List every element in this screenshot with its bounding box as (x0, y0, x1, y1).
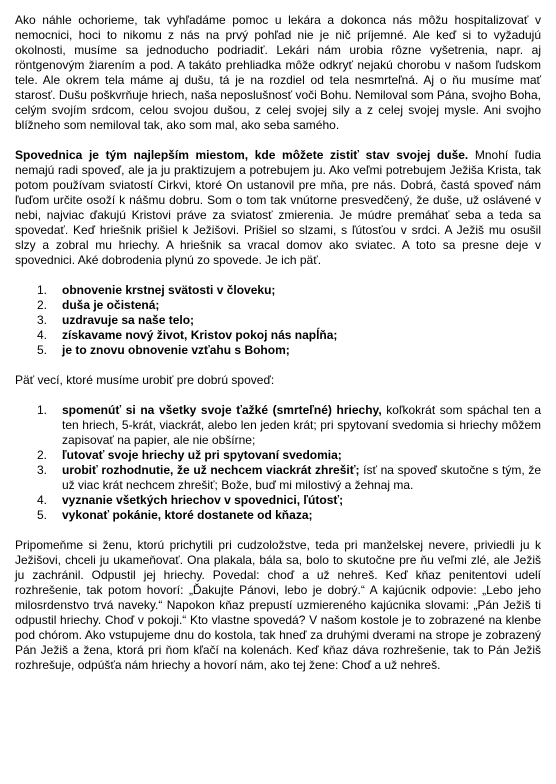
list-item: 4. vyznanie všetkých hriechov v spovednici, ľútosť; (37, 493, 344, 507)
confession-text: Mnohí ľudia nemajú radi spoveď, ale ja ju praktizujem a potrebujem ju. Ako veľmi potrebujem Ježiša Krista, tak potom používam sviatostí Cirkvi, ktoré On ustanovil pre mňa, pre nás. Dobrá, častá spoveď nám ľuďom určite osoží k nášmu dobru. Som o tom tak vnútorne presvedčený, že duše, už oslávené v nebi, najviac ďakujú Kristovi práve za sviatosť zmierenia. Je múdre premáhať seba a teda sa spovedať. Keď hriešnik prišiel k Ježišovi. Prišiel so slzami, s ľútosťou v srdci. A Ježiš mu osušil slzy a zobral mu hriechy. A hriešnik sa vracal domov ako sviatec. A toto sa presne deje v spovednici. Aké dobrodenia plynú zo spovede. Je ich päť. (15, 148, 541, 267)
list-item: 1. spomenúť si na všetky svoje ťažké (smrteľné) hriechy, koľkokrát som spáchal ten a ten hriech, 5-krát, viackrát, alebo len jeden krát; pri spytovaní svedomia si hriechy môžem zapisovať na papier, ale nie obšírne; (37, 403, 542, 447)
intro-paragraph: Ako náhle ochorieme, tak vyhľadáme pomoc u lekára a dokonca nás môžu hospitalizovať v nemocnici, hoci to nikomu z nás na prvý pohľad nie je nič príjemné. Ale keď si to vyžadujú okolnosti, musíme sa jednoducho podriadiť. Lekári nám urobia rôzne vyšetrenia, napr. aj röntgenovým žiarením a pod. A takáto prehliadka môže odkryť nejakú chorobu v našom ľudskom tele. Ale okrem tela máme aj dušu, tá je na rozdiel od tela nesmrteľná. Aj o ňu musíme mať starosť. Dušu poškvrňuje hriech, naša neposlušnosť voči Bohu. Nemiloval som Pána, svojho Boha, celým svojím srdcom, celou svojou dušou, z celej svojej sily a z celej svojej mysle. Ani svojho blížneho som nemiloval tak, ako som mal, ako seba samého. (15, 13, 541, 132)
confession-heading: Spovednica je tým najlepším miestom, kde môžete zistiť stav svojej duše. (15, 148, 469, 162)
benefits-list (15, 283, 541, 358)
list-item: 5. vykonať pokánie, ktoré dostanete od kňaza; (37, 508, 313, 522)
list-item: 2. duša je očistená; (37, 298, 160, 312)
list-item: 2. ľutovať svoje hriechy už pri spytovaní svedomia; (37, 448, 342, 462)
five-things-heading: Päť vecí, ktoré musíme urobiť pre dobrú spoveď: (15, 373, 275, 387)
confession-paragraph (15, 148, 541, 268)
list-item: 1. obnovenie krstnej svätosti v človeku; (37, 283, 276, 297)
steps-list (15, 403, 541, 523)
list-item: 4. získavame nový život, Kristov pokoj nás napĺňa; (37, 328, 338, 342)
document-page (15, 13, 541, 673)
closing-paragraph: Pripomeňme si ženu, ktorú prichytili pri cudzoložstve, teda pri manželskej nevere, priviedli ju k Ježišovi, chceli ju ukameňovať. Ona plakala, bála sa, bolo to skutočne pre ňu veľmi zlé, ale Ježiš ju zachránil. Odpustil jej hriechy. Povedal: choď a už nehreš. Keď kňaz penitentovi udelí rozhrešenie, tak potom hovorí: „Ďakujte Pánovi, lebo je dobrý.“ A kajúcnik odpovie: „Lebo jeho milosrdenstvo trvá naveky.“ Napokon kňaz prepustí uzmiereného kajúcnika slovami: „Pán Ježiš ti odpustil hriechy. Choď v pokoji.“ Kto vlastne spovedá? V našom kostole je to zobrazené na klenbe pod chórom. Ako vstupujeme dnu do kostola, tak hneď za druhými dverami na strope je zobrazený Pán Ježiš a žena, ktorá pri ňom kľačí na kolenách. Keď kňaz dáva rozhrešenie, tak to Pán Ježiš rozhrešuje, odpúšťa nám hriechy a hovorí nám, ako tej žene: Choď a už nehreš. (15, 538, 541, 672)
list-item: 5. je to znovu obnovenie vzťahu s Bohom; (37, 343, 290, 357)
list-item: 3. uzdravuje sa naše telo; (37, 313, 195, 327)
list-item: 3. urobiť rozhodnutie, že už nechcem viackrát zhrešiť; ísť na spoveď skutočne s tým, že už viac krát nechcem zhrešiť; Bože, buď mi milostivý a žehnaj ma. (37, 463, 541, 492)
